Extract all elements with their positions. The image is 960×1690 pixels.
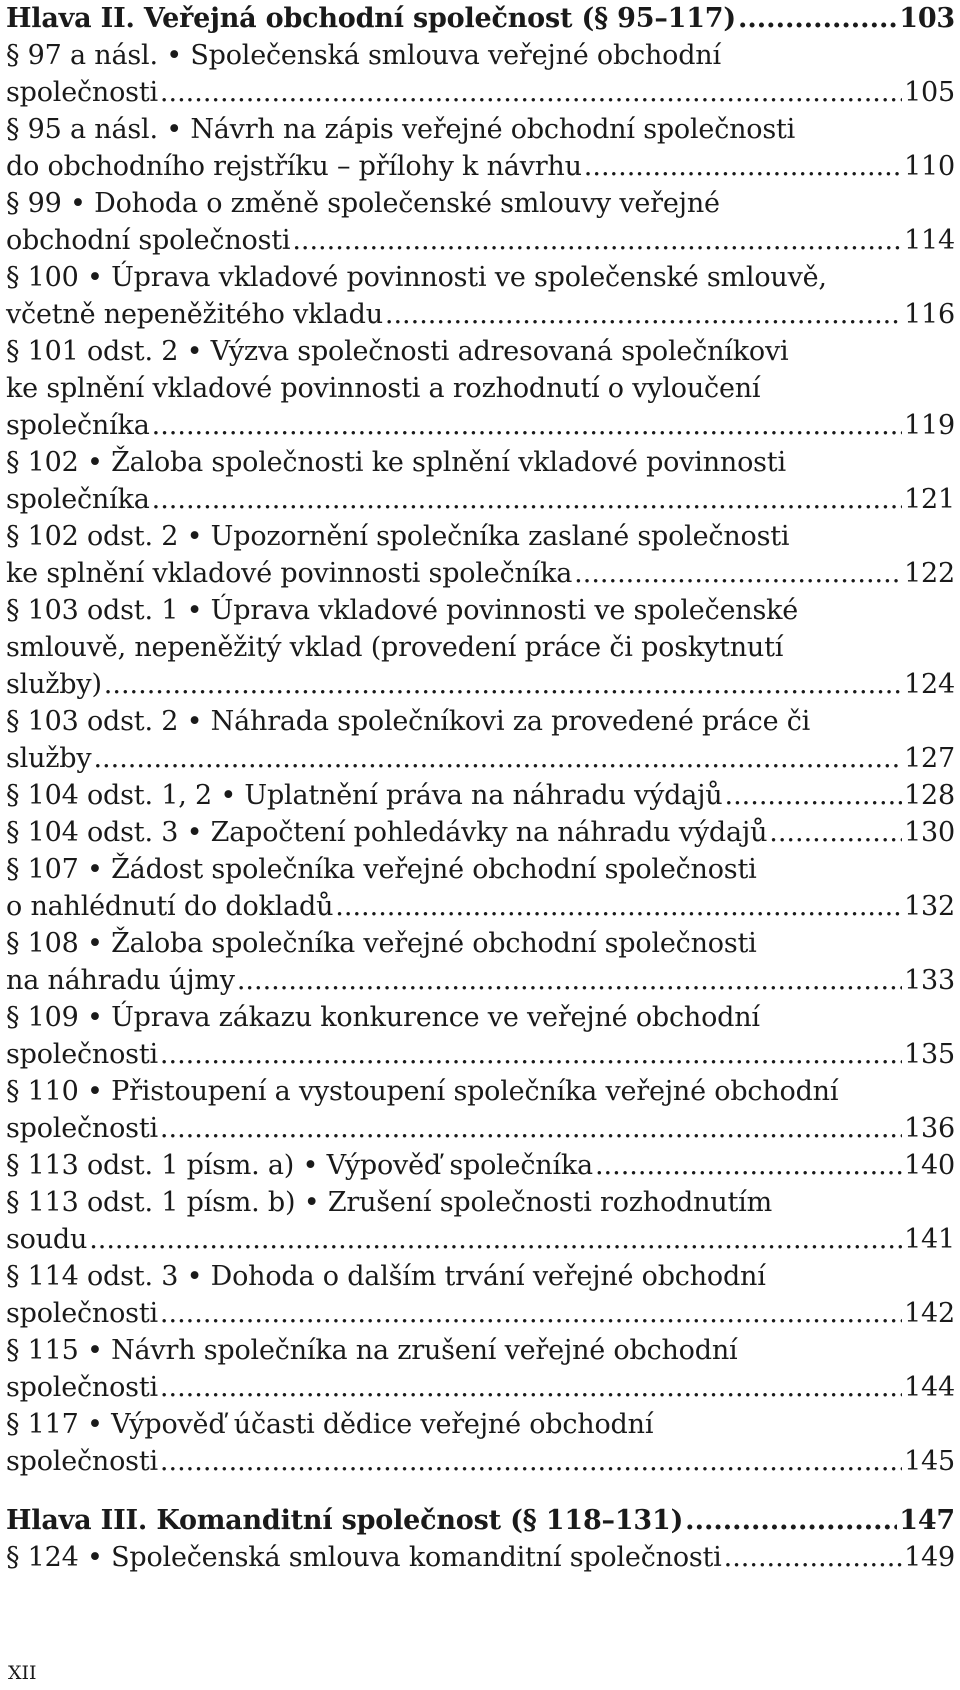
toc-entry-last-line: [6, 740, 955, 777]
toc-entry: [6, 925, 955, 999]
toc-entry-title: § 104 odst. 3 • Započtení pohledávky na náhradu výdajů: [6, 817, 768, 848]
toc-entry-title: společnosti: [6, 1298, 158, 1329]
toc-entry-last-line: [6, 1369, 955, 1406]
toc-page-number: 149: [904, 1542, 955, 1573]
dot-leader: [160, 1369, 902, 1406]
toc-entry-line: § 113 odst. 1 písm. b) • Zrušení společnosti rozhodnutím: [6, 1187, 772, 1218]
toc-page-number: 121: [904, 484, 955, 515]
dot-leader: [93, 740, 902, 777]
toc-entry-last-line: [6, 222, 955, 259]
toc-page-number: 145: [904, 1446, 955, 1477]
toc-entry: [6, 333, 955, 444]
toc-entry-last-line: [6, 814, 955, 851]
dot-leader: [385, 296, 902, 333]
toc-entry-line: smlouvě, nepeněžitý vklad (provedení práce či poskytnutí: [6, 632, 784, 663]
toc-entry: [6, 999, 955, 1073]
toc-page-number: 110: [904, 151, 955, 182]
toc-chapter-entry: [6, 0, 955, 37]
toc-entry-last-line: [6, 74, 955, 111]
toc-page-number: 140: [904, 1150, 955, 1181]
toc-page-number: 142: [904, 1298, 955, 1329]
toc-entry-title: společnosti: [6, 77, 158, 108]
dot-leader: [160, 1295, 902, 1332]
toc-entry-last-line: [6, 1295, 955, 1332]
toc-page-number: 127: [904, 743, 955, 774]
toc-entry-line: § 108 • Žaloba společníka veřejné obchodní společnosti: [6, 928, 757, 959]
toc-entry-line: § 115 • Návrh společníka na zrušení veřejné obchodní: [6, 1335, 738, 1366]
toc-entry-title: § 104 odst. 1, 2 • Uplatnění práva na náhradu výdajů: [6, 780, 723, 811]
toc-entry-title: do obchodního rejstříku – přílohy k návrhu: [6, 151, 582, 182]
toc-page-number: 147: [899, 1505, 955, 1536]
toc-entry-line: ke splnění vkladové povinnosti a rozhodnutí o vyloučení: [6, 373, 761, 404]
toc-entry-line: § 114 odst. 3 • Dohoda o dalším trvání veřejné obchodní: [6, 1261, 766, 1292]
toc-page-number: 105: [904, 77, 955, 108]
toc-page-number: 119: [904, 410, 955, 441]
dot-leader: [725, 777, 903, 814]
dot-leader: [335, 888, 902, 925]
toc-entry-title: o nahlédnutí do dokladů: [6, 891, 334, 922]
toc-entry-last-line: [6, 962, 955, 999]
dot-leader: [237, 962, 902, 999]
toc-entry-last-line: [6, 1539, 955, 1576]
toc-entry-title: společnosti: [6, 1113, 158, 1144]
toc-entry: [6, 1073, 955, 1147]
dot-leader: [152, 407, 902, 444]
toc-chapter-entry: [6, 1502, 955, 1539]
toc-page-number: 130: [904, 817, 955, 848]
toc-entry: [6, 185, 955, 259]
toc-entry: [6, 111, 955, 185]
toc-entry-last-line: [6, 666, 955, 703]
dot-leader: [574, 555, 902, 592]
toc-entry: [6, 1147, 955, 1184]
dot-leader: [104, 666, 902, 703]
toc-page-number: 144: [904, 1372, 955, 1403]
dot-leader: [685, 1502, 897, 1539]
toc-page-number: 122: [904, 558, 955, 589]
toc-entry: [6, 37, 955, 111]
toc-entry: [6, 1332, 955, 1406]
toc-page-number: 141: [904, 1224, 955, 1255]
toc-entry-title: Hlava III. Komanditní společnost (§ 118–131): [6, 1505, 684, 1536]
toc-entry-last-line: [6, 407, 955, 444]
toc-entry-line: § 110 • Přistoupení a vystoupení společníka veřejné obchodní: [6, 1076, 839, 1107]
toc-entry-last-line: [6, 1502, 955, 1539]
toc-page-number: 114: [904, 225, 955, 256]
dot-leader: [595, 1147, 902, 1184]
toc-entry: [6, 777, 955, 814]
dot-leader: [769, 814, 902, 851]
toc-entry: [6, 259, 955, 333]
toc-entry-title: § 113 odst. 1 písm. a) • Výpověď společníka: [6, 1150, 593, 1181]
toc-entry-line: § 99 • Dohoda o změně společenské smlouvy veřejné: [6, 188, 720, 219]
toc-entry: [6, 1406, 955, 1480]
dot-leader: [160, 74, 902, 111]
toc-entry-title: společníka: [6, 410, 150, 441]
toc-entry-last-line: [6, 481, 955, 518]
toc-entry-title: společnosti: [6, 1039, 158, 1070]
toc-entry: [6, 851, 955, 925]
toc-entry-line: § 100 • Úprava vkladové povinnosti ve společenské smlouvě,: [6, 262, 827, 293]
toc-entry-title: na náhradu újmy: [6, 965, 235, 996]
toc-page-number: 103: [899, 3, 955, 34]
toc-entry-last-line: [6, 1110, 955, 1147]
toc-entry: [6, 1258, 955, 1332]
toc-entry-title: společnosti: [6, 1446, 158, 1477]
toc-entry-last-line: [6, 777, 955, 814]
toc-entry-line: § 103 odst. 2 • Náhrada společníkovi za provedené práce či: [6, 706, 811, 737]
toc-entry-last-line: [6, 296, 955, 333]
toc-entry-last-line: [6, 888, 955, 925]
toc-entry: [6, 444, 955, 518]
dot-leader: [292, 222, 902, 259]
section-gap: [6, 1480, 955, 1502]
toc-entry-last-line: [6, 1221, 955, 1258]
toc-page-number: 133: [904, 965, 955, 996]
toc-entry-title: Hlava II. Veřejná obchodní společnost (§ 95–117): [6, 3, 736, 34]
toc-entry-line: § 101 odst. 2 • Výzva společnosti adresovaná společníkovi: [6, 336, 789, 367]
toc-entry-line: § 103 odst. 1 • Úprava vkladové povinnosti ve společenské: [6, 595, 799, 626]
toc-entry-title: soudu: [6, 1224, 88, 1255]
toc-entry: [6, 814, 955, 851]
dot-leader: [738, 0, 897, 37]
toc-entry-last-line: [6, 1036, 955, 1073]
dot-leader: [89, 1221, 902, 1258]
toc-page-number: 132: [904, 891, 955, 922]
toc-page-number: 124: [904, 669, 955, 700]
toc-page-number: 136: [904, 1113, 955, 1144]
toc-entry-line: § 97 a násl. • Společenská smlouva veřejné obchodní: [6, 40, 721, 71]
toc-entry-last-line: [6, 1147, 955, 1184]
toc-entry-title: služby: [6, 743, 92, 774]
dot-leader: [152, 481, 902, 518]
dot-leader: [160, 1443, 902, 1480]
toc-entry-line: § 102 odst. 2 • Upozornění společníka zaslané společnosti: [6, 521, 790, 552]
toc-entry: [6, 518, 955, 592]
toc-entry-last-line: [6, 1443, 955, 1480]
toc-entry-title: společnosti: [6, 1372, 158, 1403]
toc-entry-title: obchodní společnosti: [6, 225, 291, 256]
toc-entry: [6, 592, 955, 703]
toc-entry: [6, 1539, 955, 1576]
toc-entry-last-line: [6, 0, 955, 37]
toc-entry-line: § 95 a násl. • Návrh na zápis veřejné obchodní společnosti: [6, 114, 796, 145]
dot-leader: [160, 1110, 902, 1147]
toc-page-number: 135: [904, 1039, 955, 1070]
toc-entry-line: § 107 • Žádost společníka veřejné obchodní společnosti: [6, 854, 757, 885]
toc-entry-title: § 124 • Společenská smlouva komanditní společnosti: [6, 1542, 722, 1573]
toc-page-number: 128: [904, 780, 955, 811]
toc-entry: [6, 1184, 955, 1258]
page-number-folio: XII: [8, 1662, 37, 1684]
dot-leader: [584, 148, 902, 185]
dot-leader: [724, 1539, 902, 1576]
table-of-contents: [6, 0, 955, 1576]
dot-leader: [160, 1036, 902, 1073]
toc-entry-title: společníka: [6, 484, 150, 515]
toc-page-number: 116: [904, 299, 955, 330]
toc-entry-title: včetně nepeněžitého vkladu: [6, 299, 383, 330]
toc-entry-line: § 109 • Úprava zákazu konkurence ve veřejné obchodní: [6, 1002, 760, 1033]
toc-entry: [6, 703, 955, 777]
toc-entry-last-line: [6, 148, 955, 185]
toc-entry-line: § 102 • Žaloba společnosti ke splnění vkladové povinnosti: [6, 447, 786, 478]
toc-entry-line: § 117 • Výpověď účasti dědice veřejné obchodní: [6, 1409, 654, 1440]
toc-entry-title: ke splnění vkladové povinnosti společníka: [6, 558, 573, 589]
toc-entry-last-line: [6, 555, 955, 592]
toc-entry-title: služby): [6, 669, 102, 700]
